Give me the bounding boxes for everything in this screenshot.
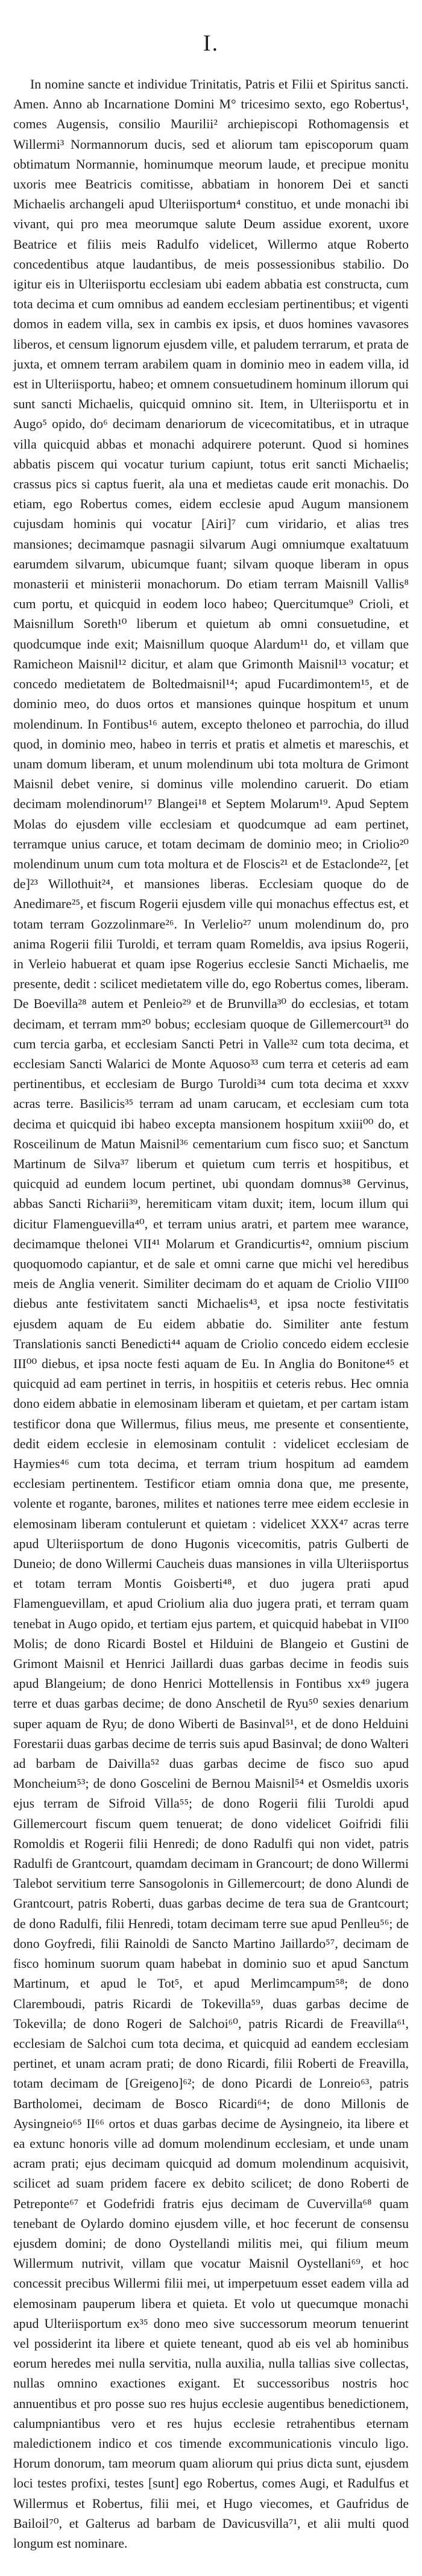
- section-heading: I.: [203, 31, 219, 56]
- charter-text: In nomine sancte et individue Trinitatis, Patris et Filii et Spiritus sancti. Amen. Anno ab Incarnatione Domini M° tricesimo sexto, ego Robertus¹, comes Augensis, consilio Maurilii² archiepiscopi Rothomagensis et Willermi³ Normannorum ducis, sed et aliorum tam episcoporum quam obtimatum Normannie, hominumque meorum laude, et precipue monitu uxoris mee Beatricis comitisse, abbatiam in honorem Dei et sancti Michaelis archangeli apud Ulteriisportum⁴ constituo, et unde monachi ibi vivant, qui pro mea meorumque salute Deum assidue exorent, uxore Beatrice et filiis meis Radulfo videlicet, Willermo atque Roberto concedentibus atque laudantibus, de meis possessionibus stabilio. Do igitur eis in Ulteriisportu ecclesiam ubi eadem abbatia est constructa, cum tota decima et cum omnibus ad eandem ecclesiam pertinentibus; et vigenti domos in eadem villa, sex in cambis ex ipsis, et duos homines vavasores liberos, et censum lignorum ejusdem ville, et paludem terrarum, et prata de juxta, et omnem terram arabilem quam in dominio meo in eadem villa, id est in Ulteriisportu, habeo; et omnem consuetudinem hominum illorum qui sunt sancti Michaelis, quicquid omnino sit. Item, in Ulteriisportu et in Augo⁵ opido, do⁶ decimam denariorum de vicecomitatibus, et in utraque villa quicquid abbas et monachi adquirere poterunt. Quod si homines abbatis piscem qui vocatur turium capiunt, totus erit sancti Michaelis; crassus pics si captus fuerit, ala una et medietas caude erit monachis. Do etiam, ego Robertus comes, eidem ecclesie apud Augum mansionem cujusdam hominis qui vocatur [Airi]⁷ cum viridario, et alias tres mansiones; decimamque pasnagii silvarum Augi omniumque exaltatuum earumdem silvarum, ubicumque fuant; silvam quoque liberam in opus monasterii et ministerii monachorum. Do etiam terram Maisnill Vallis⁸ cum portu, et quicquid in eodem loco habeo; Quercitumque⁹ Crioli, et Maisnillum Soreth¹⁰ liberum et quietum ab omni consuetudine, et quodcumque inde exit; Maisnillum quoque Alardum¹¹ do, et villam que Ramicheon Maisnil¹² dicitur, et alam que Grimonth Maisnil¹³ vocatur; et concedo medietatem de Boltedmaisnil¹⁴; apud Fucardimontem¹⁵, et de dominio meo, do duos ortos et mansiones quinque hospitum et unum molendinum. In Fontibus¹⁶ autem, excepto theloneo et parrochia, do illud quod, in dominio meo, habeo in terris et pratis et almetis et mareschis, et unam domum liberam, et unum molendinum ubi tota moltura de Grimont Maisnil debet venire, si dominus ville molendino caruerit. Do etiam decimam molendinorum¹⁷ Blangei¹⁸ et Septem Molarum¹⁹. Apud Septem Molas do ejusdem ville ecclesiam et quodcumque ad eam pertinet, terramque unius caruce, et totam decimam de dominio meo; in Criolio²⁰ molendinum unum cum tota moltura et de Floscis²¹ et de Estaclonde²², [et de]²³ Willothuit²⁴, et mansiones liberas. Ecclesiam quoque do de Anedimare²⁵, et fiscum Rogerii ejusdem ville qui monachus effectus est, et totam terram Gozzolinmare²⁶. In Verlelio²⁷ unum molendinum do, pro anima Rogerii filii Turoldi, et terram quam Romeldis, ava ipsius Rogerii, in Verleio habuerat et quam ipse Rogerius ecclesie Sancti Michaelis, me presente, dedit : scilicet medietatem ville do, ego Robertus comes, liberam. De Boevilla²⁸ autem et Penleio²⁹ et de Brunvilla³⁰ do ecclesias, et totam decimam, et terram mm²⁰ bobus; ecclesiam quoque de Gillemercourt³¹ do cum tercia garba, et ecclesiam Sancti Petri in Valle³² cum tota decima, et ecclesiam Sancti Walarici de Monte Aquoso³³ cum terra et ceteris ad eam pertinentibus, et ecclesiam de Burgo Turoldi³⁴ cum tota decima et xxxv acras terre. Basilicis³⁵ terram ad unam carucam, et ecclesiam cum tota decima et quicquid ibi habeo excepta mansionem hospitum xxiii⁰⁰ do, et Rosceilinum de Matun Maisnil³⁶ cementarium cum fisco suo; et Sanctum Martinum de Silva³⁷ liberum et quietum cum terris et hospitibus, et quicquid ad eundem locum pertinet, ubi quondam domnus³⁸ Gervinus, abbas Sancti Richarii³⁹, heremiticam vitam duxit; item, locum illum qui dicitur Flamenguevilla⁴⁰, et terram unius aratri, et partem mee warance, decimamque thelonei VII⁴¹ Molarum et Grandicurtis⁴², omnium piscium quoquomodo capiantur, et de sale et omni carne que michi vel heredibus meis de Anglia venerit. Similiter decimam do et aquam de Criolio VIII⁰⁰ diebus ante festivitatem sancti Michaelis⁴³, et ipsa nocte festivitatis ejusdem aquam de Eu eidem abbatie do. Similiter ante festum Translationis sancti Benedicti⁴⁴ aquam de Criolio concedo eidem ecclesie III⁰⁰ diebus, et ipsa nocte festi aquam de Eu. In Anglia do Bonitone⁴⁵ et quicquid ad eam pertinet in terris, in hospitiis et ceteris rebus. Hec omnia dono eidem abbatie in elemosinam liberam et quietam, et per cartam istam testificor dona que Willermus, filius meus, me presente et consentiente, dedit eidem ecclesie in elemosinam contulit : videlicet ecclesiam de Haymies⁴⁶ cum tota decima, et terram trium hospitum ad eamdem ecclesiam pertinentem. Testificor etiam omnia dona que, me presente, volente et rogante, barones, milites et nationes terre mee eidem ecclesie in elemosinam liberam contulerunt et quietam : videlicet XXX⁴⁷ acras terre apud Ulteriisportum de dono Hugonis vicecomitis, patris Gulberti de Duneio; de dono Willermi Caucheis duas mansiones in villa Ulteriisportus et totam terram Montis Goisberti⁴⁸, et duo jugera prati apud Flamenguevillam, et apud Criolium alia duo jugera prati, et terram quam tenebat in Augo opido, et tertiam ejus partem, et quicquid habebat in VII⁰⁰ Molis; de dono Ricardi Bostel et Hilduini de Blangeio et Gustini de Grimont Maisnil et Henrici Jaillardi duas garbas decime in feodis suis apud Blangeium; de dono Henrici Mottellensis in Fontibus xx⁴⁹ jugera terre et duas garbas decime; de dono Anschetil de Ryu⁵⁰ sexies denarium super aquam de Ryu; de dono Wiberti de Basinval⁵¹, et de dono Helduini Forestarii duas garbas decime de terris suis apud Basinval; de dono Walteri ad barbam de Daivilla⁵² duas garbas decime de fisco suo apud Moncheium⁵³; de dono Goscelini de Bernou Maisnil⁵⁴ et Osmeldis uxoris ejus terram de Sifroid Villa⁵⁵; de dono Rogerii filii Turoldi apud Gillemercourt fiscum quem tenuerat; de dono videlicet Goifridi filii Romoldis et Rogerii filii Henredi; de dono Radulfi qui non videt, patris Radulfi de Grantcourt, quamdam decimam in Grancourt; de dono Willermi Talebot servitium terre Sansogolonis in Gillemercourt; de dono Alundi de Grantcourt, patris Roberti, duas garbas decime de tera sua de Grantcourt; de dono Radulfi, filii Henredi, totam decimam terre sue apud Penlleu⁵⁶; de dono Goyfredi, filii Rainoldi de Sancto Martino Jaillardo⁵⁷, decimam de fisco hominum suorum quam habebat in dominio suo et apud Sanctum Martinum, et apud le Tot⁵, et apud Merlimcampum⁵⁸; de dono Claremboudi, patris Ricardi de Tokevilla⁵⁹, duas garbas decime de Tokevilla; de dono Rogeri de Salchoi⁶⁰, patris Ricardi de Freavilla⁶¹, ecclesiam de Salchoi cum tota decima, et quicquid ad eandem ecclesiam pertinet, et unam acram prati; de dono Ricardi, filii Roberti de Freavilla, totam decimam de [Greigeno]⁶²; de dono Picardi de Lonreio⁶³, patris Bartholomei, decimam de Bosco Ricardi⁶⁴; de dono Millonis de Aysingneio⁶⁵ II⁶⁶ ortos et duas garbas decime de Aysingneio, ita libere et ea extunc honoris ville ad domum molendinum ecclesiam, et unde unam acram prati; ejus decimam quicquid ad domum molendinum acquisivit, scilicet ad suam pridem facere ex debito scilicet; de dono Roberti de Petreponte⁶⁷ et Godefridi fratris ejus decimam de Cuvervilla⁶⁸ quam tenebant de Oylardo domino ejusdem ville, et hoc fecerunt de consensu ejusdem domini; de dono Oystellandi militis mei, qui filium meum Willermum nutrivit, villam que vocatur Maisnil Oystellani⁶⁹, et hoc concessit precibus Willermi filii mei, ut imperpetuum esset eadem villa ad elemosinam pauperum libera et quieta. Et volo ut quecumque monachi apud Ulteriisportum ex³⁵ dono meo sive successorum meorum tenuerint vel possiderint ita libere et quiete teneant, quod ab eis vel ab hominibus eorum heredes mei nulla servitia, nulla auxilia, nulla tallias sive collectas, nullas omnino exactiones exigant. Et successoribus nostris hoc annuentibus et pro posse suo res hujus ecclesie augentibus benedictionem, calumpniantibus vero et res hujus ecclesie retrahentibus eternam maledictionem indico et cos timende excommunicationis vinculo ligo. Horum donorum, tam meorum quam aliorum qui prius dicta sunt, ejusdem loci testes profixi, testes [sunt] ego Robertus, comes Augi, et Radulfus et Willermus et Robertus, filii mei, et Hugo viecomes, et Gaufridus de Bailoil⁷⁰, et Galterus ad barbam de Davicusvilla⁷¹, et alii multi quod longum est nominare.: [13, 77, 409, 2551]
